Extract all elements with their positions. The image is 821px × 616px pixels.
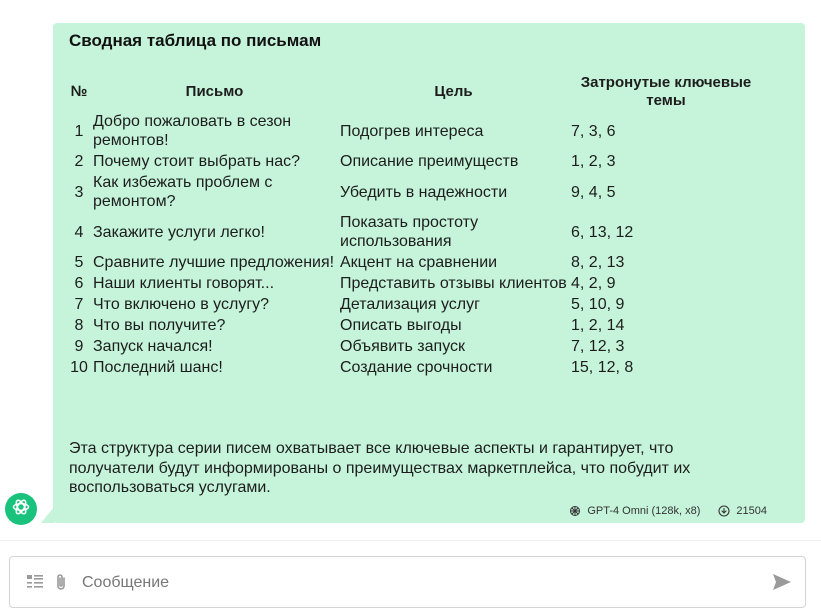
row-letter: Что включено в услугу?: [93, 296, 270, 313]
header-number: №: [70, 83, 88, 100]
header-topics: Затронутые ключевые темы: [580, 74, 752, 109]
row-letter: Запуск начался!: [93, 338, 213, 355]
row-number: 8: [74, 317, 84, 334]
row-letter: Почему стоит выбрать нас?: [93, 153, 301, 170]
row-topics: 15, 12, 8: [571, 359, 634, 376]
row-number: 1: [74, 122, 84, 140]
message-composer: [9, 556, 806, 608]
row-letter: Последний шанс!: [93, 359, 223, 376]
table-row: [67, 111, 763, 151]
table-row: [67, 151, 763, 172]
header-goal: Цель: [434, 83, 473, 100]
row-topics: 6, 13, 12: [571, 223, 634, 241]
letters-table: [67, 73, 763, 378]
row-goal: Создание срочности: [340, 359, 493, 376]
row-number: 6: [74, 275, 84, 292]
message-title: Сводная таблица по письмам: [69, 31, 322, 50]
list-options-icon[interactable]: [26, 573, 44, 596]
row-goal: Объявить запуск: [340, 338, 466, 355]
row-number: 7: [74, 296, 84, 313]
attach-icon[interactable]: [54, 573, 68, 596]
row-number: 4: [74, 223, 84, 241]
row-goal: Акцент на сравнении: [340, 254, 498, 271]
row-topics: 7, 12, 3: [571, 338, 625, 355]
row-number: 5: [74, 254, 84, 271]
row-goal: Описание преимуществ: [340, 153, 519, 170]
header-letter: Письмо: [185, 83, 244, 100]
table-row: [67, 357, 763, 378]
table-row: [67, 336, 763, 357]
row-topics: 8, 2, 13: [571, 254, 625, 271]
row-number: 10: [70, 359, 88, 376]
row-letter: Сравните лучшие предложения!: [93, 254, 335, 271]
row-goal: Описать выгоды: [340, 317, 462, 334]
send-icon[interactable]: [772, 573, 792, 596]
message-input[interactable]: [80, 571, 744, 595]
token-count: 21504: [736, 505, 767, 517]
row-number: 2: [74, 153, 84, 170]
row-goal: Убедить в надежности: [340, 183, 508, 201]
row-letter: Что вы получите?: [93, 317, 226, 334]
message-summary: Эта структура серии писем охватывает все ключевые аспекты и гарантирует, что получатели будут информированы о преимуществах маркетплейса, что побудит их воспользоваться услугами.: [69, 440, 691, 496]
row-goal: Детализация услуг: [340, 296, 480, 313]
table-row: [67, 294, 763, 315]
row-topics: 1, 2, 3: [571, 153, 616, 170]
message-meta: [569, 505, 767, 517]
model-label: GPT-4 Omni (128k, x8): [587, 505, 701, 517]
row-letter: Добро пожаловать в сезон ремонтов!: [93, 113, 292, 149]
row-goal: Представить отзывы клиентов: [340, 275, 567, 292]
row-letter: Наши клиенты говорят...: [93, 275, 275, 292]
download-icon[interactable]: [718, 505, 730, 517]
row-letter: Как избежать проблем с ремонтом?: [93, 174, 273, 210]
model-icon: [569, 505, 581, 517]
table-row: [67, 315, 763, 336]
table-row: [67, 172, 763, 212]
assistant-message: [53, 23, 805, 523]
row-number: 9: [74, 338, 84, 355]
row-topics: 7, 3, 6: [571, 122, 616, 140]
row-goal: Показать простоту использования: [340, 214, 479, 250]
table-row: [67, 252, 763, 273]
row-topics: 4, 2, 9: [571, 275, 616, 292]
row-topics: 9, 4, 5: [571, 183, 616, 201]
row-topics: 5, 10, 9: [571, 296, 625, 313]
row-number: 3: [74, 183, 84, 201]
table-row: [67, 212, 763, 252]
assistant-avatar: [5, 493, 37, 525]
table-row: [67, 273, 763, 294]
table-header-row: [67, 73, 763, 111]
openai-logo-icon: [11, 497, 31, 522]
composer-divider: [0, 540, 821, 541]
row-letter: Закажите услуги легко!: [93, 223, 265, 241]
row-topics: 1, 2, 14: [571, 317, 625, 334]
row-goal: Подогрев интереса: [340, 122, 484, 140]
